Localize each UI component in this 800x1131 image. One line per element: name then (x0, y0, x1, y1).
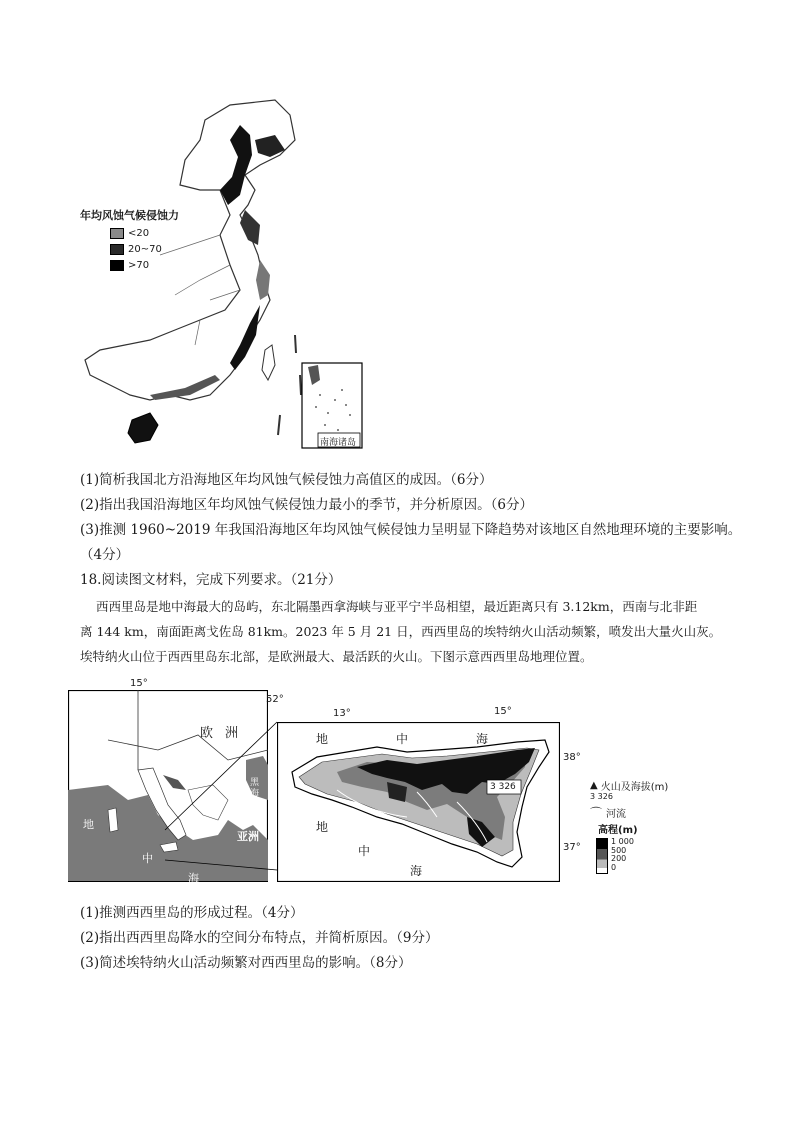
map3-lon-15: 15° (494, 706, 512, 717)
map2-zhong-label: 中 (142, 852, 153, 865)
china-coast-map (80, 95, 390, 455)
q18-sub1: (1)推测西西里岛的形成过程。（4分） (80, 905, 304, 921)
elevation-scale (596, 838, 608, 874)
q17-sub3: (3)推测 1960~2019 年我国沿海地区年均风蚀气候侵蚀力呈明显下降趋势对该地区自然地理环境的主要影响。 (80, 522, 742, 538)
map3-lat-37: 37° (563, 842, 581, 853)
map1-legend (80, 207, 179, 273)
map3-lon-13: 13° (333, 708, 351, 719)
map3-zhong-top: 中 (396, 732, 409, 746)
zoom-lines (160, 690, 290, 890)
taiwan-island (262, 345, 275, 380)
map3-lat-38: 38° (563, 752, 581, 763)
q17-sub1: (1)简析我国北方沿海地区年均风蚀气候侵蚀力高值区的成因。（6分） (80, 472, 493, 488)
map2-hai-label: 海 (188, 872, 199, 885)
q18-para-line3: 埃特纳火山位于西西里岛东北部，是欧洲最大、最活跃的火山。下图示意西西里岛地理位置。 (80, 649, 593, 664)
map3-hai-top: 海 (476, 732, 489, 746)
inset-label: 南海诸岛 (320, 438, 357, 448)
sicily-legend: ▲ 火山及海拔(m) 3 326 ⌒ 河流 高程(m) 1 000 500 200 0 (590, 778, 668, 874)
lon-15-label: 15° (130, 678, 148, 689)
q17-sub2: (2)指出我国沿海地区年均风蚀气候侵蚀力最小的季节，并分析原因。（6分） (80, 497, 533, 513)
q18-header: 18.阅读图文材料，完成下列要求。（21分） (80, 572, 342, 588)
asia-label: 亚洲 (237, 830, 259, 843)
legend-title: 年均风蚀气候侵蚀力 (80, 209, 179, 222)
q18-sub3: (3)简述埃特纳火山活动频繁对西西里岛的影响。（8分） (80, 955, 412, 971)
legend-item: <20 (110, 225, 179, 241)
map2-di-label: 地 (83, 818, 94, 831)
legend-item: >70 (110, 257, 179, 273)
europe-label: 欧洲 (200, 726, 251, 741)
q18-sub2: (2)指出西西里岛降水的空间分布特点，并简析原因。（9分） (80, 930, 439, 946)
map3-di-left: 地 (316, 820, 329, 834)
q17-sub3-score: （4分） (80, 547, 130, 563)
hainan-island (128, 413, 158, 443)
q18-para-line2: 离 144 km，南面距离戈佐岛 81km。2023 年 5 月 21 日，西西里岛的埃特纳火山活动频繁，喷发出大量火山灰。 (80, 624, 722, 639)
lat-52-label: 52° (266, 694, 284, 705)
map3-di-top: 地 (316, 732, 329, 746)
black-sea-label: 黑海 (250, 778, 260, 799)
river-icon: ⌒ (590, 806, 603, 820)
q18-para-line1: 西西里岛是地中海最大的岛屿，东北隔墨西拿海峡与亚平宁半岛相望，最近距离只有 3.12km，西南与北非距 (96, 599, 698, 614)
map3-zhong-left: 中 (358, 844, 371, 858)
legend-item: 20~70 (110, 241, 179, 257)
map3-hai-bottom: 海 (410, 864, 423, 878)
etna-peak-label: 3 326 (490, 782, 516, 792)
volcano-icon: ▲ (590, 780, 598, 791)
